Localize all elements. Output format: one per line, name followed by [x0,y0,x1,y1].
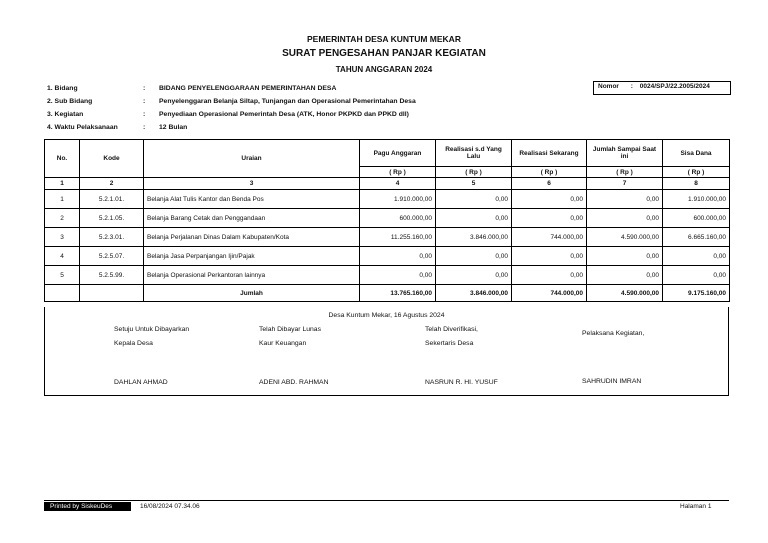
cell-pagu: 600.000,00 [360,209,436,228]
cell-no: 1 [45,190,80,209]
table-row [45,190,730,209]
sig3-line2: Sekertaris Desa [425,340,474,347]
cell-sisa: 0,00 [663,266,730,285]
cell-sisa: 600.000,00 [663,209,730,228]
header-fiscal-year: TAHUN ANGGARAN 2024 [335,65,433,74]
col-number: 7 [587,178,663,190]
sig2-line1: Telah Dibayar Lunas [259,326,321,333]
total-jumlah: 4.590.000,00 [587,285,663,302]
cell-kode: 5.2.3.01. [80,228,144,247]
cell-sisa: 6.665.160,00 [663,228,730,247]
cell-lalu: 0,00 [436,247,512,266]
cell-sisa: 0,00 [663,247,730,266]
cell-jumlah: 0,00 [587,190,663,209]
sig3-line1: Telah Diverifikasi, [425,326,478,333]
cell-kode: 5.2.1.01. [80,190,144,209]
footer-divider [44,500,729,501]
cell-jumlah: 4.590.000,00 [587,228,663,247]
waktu-label: 4. Waktu Pelaksanaan [47,124,118,131]
cell-jumlah: 0,00 [587,247,663,266]
sig1-line1: Setuju Untuk Dibayarkan [114,326,190,333]
kegiatan-label: 3. Kegiatan [47,111,84,118]
header-rp: ( Rp ) [587,167,663,178]
cell-sekarang: 0,00 [512,266,587,285]
total-sekarang: 744.000,00 [512,285,587,302]
table-row [45,209,730,228]
header-jumlah: Jumlah Sampai Saat ini [587,140,663,167]
sig1-name: DAHLAN AHMAD [114,379,168,386]
col-number: 1 [45,178,80,190]
cell-no: 3 [45,228,80,247]
table-row [45,247,730,266]
bidang-value: BIDANG PENYELENGGARAAN PEMERINTAHAN DESA [159,85,337,92]
cell-no: 4 [45,247,80,266]
cell-kode: 5.2.5.07. [80,247,144,266]
table-row [45,266,730,285]
place-date: Desa Kuntum Mekar, 16 Agustus 2024 [328,312,445,319]
cell-sekarang: 0,00 [512,247,587,266]
header-realisasi-sekarang: Realisasi Sekarang [512,140,587,167]
col-number: 6 [512,178,587,190]
subbidang-value: Penyelenggaran Belanja Siltap, Tunjangan dan Operasional Pemerintahan Desa [159,98,416,105]
cell-lalu: 0,00 [436,190,512,209]
header-pagu: Pagu Anggaran [360,140,436,167]
cell-pagu: 0,00 [360,266,436,285]
panjar-table [44,139,730,302]
cell-jumlah: 0,00 [587,209,663,228]
print-timestamp: 16/08/2024 07.34.06 [140,503,200,510]
printed-by: Printed by SiskeuDes [44,502,131,511]
sig2-line2: Kaur Keuangan [259,340,307,347]
col-number: 4 [360,178,436,190]
nomor-value: 0024/SPJ/22.2005/2024 [639,83,710,90]
page-number: Halaman 1 [680,503,712,510]
bidang-colon: : [143,85,146,92]
header-kode: Kode [80,140,144,178]
cell-pagu: 1.910.000,00 [360,190,436,209]
header-rp: ( Rp ) [360,167,436,178]
header-document-title: SURAT PENGESAHAN PANJAR KEGIATAN [282,48,486,59]
col-number: 5 [436,178,512,190]
cell-pagu: 0,00 [360,247,436,266]
header-sisa: Sisa Dana [663,140,730,167]
kegiatan-colon: : [143,111,146,118]
cell-no: 5 [45,266,80,285]
total-pagu: 13.765.160,00 [360,285,436,302]
sig3-name: NASRUN R. HI. YUSUF [425,379,498,386]
subbidang-colon: : [143,98,146,105]
cell-uraian: Belanja Perjalanan Dinas Dalam Kabupaten/Kota [144,228,360,247]
cell-pagu: 11.255.160,00 [360,228,436,247]
cell-lalu: 0,00 [436,266,512,285]
sig1-line2: Kepala Desa [114,340,153,347]
sig2-name: ADENI ABD. RAHMAN [259,379,329,386]
header-no: No. [45,140,80,178]
header-rp: ( Rp ) [663,167,730,178]
cell-kode: 5.2.1.05. [80,209,144,228]
kegiatan-value: Penyediaan Operasional Pemerintah Desa (ATK, Honor PKPKD dan PPKD dll) [159,111,409,118]
cell-uraian: Belanja Operasional Perkantoran lainnya [144,266,360,285]
sig4-line1: Pelaksana Kegiatan, [582,330,645,337]
cell-jumlah: 0,00 [587,266,663,285]
nomor-box [593,81,731,95]
header-government: PEMERINTAH DESA KUNTUM MEKAR [307,34,461,44]
cell-lalu: 0,00 [436,209,512,228]
header-rp: ( Rp ) [512,167,587,178]
column-number-row [45,178,730,190]
waktu-colon: : [143,124,146,131]
header-uraian: Uraian [144,140,360,178]
col-number: 3 [144,178,360,190]
cell-uraian: Belanja Barang Cetak dan Penggandaan [144,209,360,228]
cell-sekarang: 744.000,00 [512,228,587,247]
nomor-colon: : [630,83,633,90]
cell-sisa: 1.910.000,00 [663,190,730,209]
waktu-value: 12 Bulan [159,124,188,131]
total-lalu: 3.846.000,00 [436,285,512,302]
cell-uraian: Belanja Alat Tulis Kantor dan Benda Pos [144,190,360,209]
header-rp: ( Rp ) [436,167,512,178]
cell-no: 2 [45,209,80,228]
cell-lalu: 3.846.000,00 [436,228,512,247]
subbidang-label: 2. Sub Bidang [47,98,93,105]
header-realisasi-lalu: Realisasi s.d Yang Lalu [436,140,512,167]
col-number: 8 [663,178,730,190]
cell-sekarang: 0,00 [512,209,587,228]
nomor-label: Nomor [598,83,619,90]
table-row [45,228,730,247]
col-number: 2 [80,178,144,190]
cell-sekarang: 0,00 [512,190,587,209]
cell-kode: 5.2.5.99. [80,266,144,285]
cell-uraian: Belanja Jasa Perpanjangan Ijin/Pajak [144,247,360,266]
total-row [45,285,730,302]
total-sisa: 9.175.160,00 [663,285,730,302]
total-label: Jumlah [144,285,360,302]
sig4-name: SAHRUDIN IMRAN [582,378,642,385]
bidang-label: 1. Bidang [47,85,78,92]
